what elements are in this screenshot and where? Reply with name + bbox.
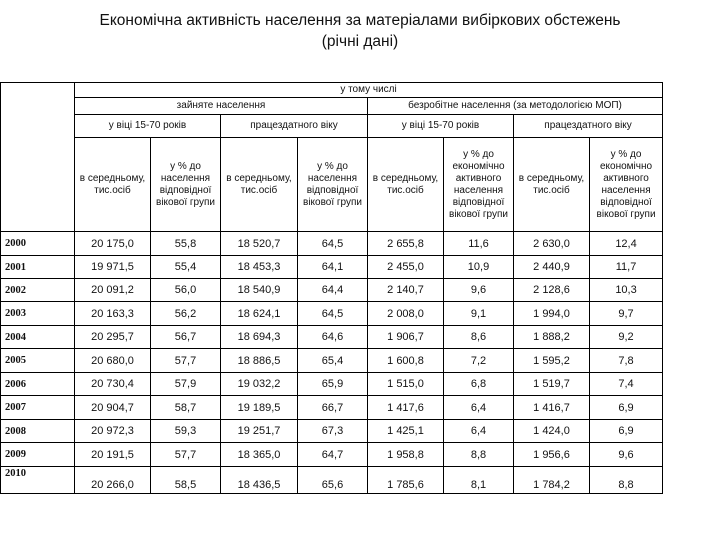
value-cell: 1 595,2 bbox=[514, 349, 590, 373]
value-cell: 1 515,0 bbox=[368, 373, 444, 396]
value-cell: 9,6 bbox=[444, 279, 514, 302]
value-cell: 64,6 bbox=[298, 326, 368, 349]
table-row bbox=[1, 443, 663, 467]
title-line-1: Економічна активність населення за матеріалами вибіркових обстежень bbox=[99, 12, 621, 29]
value-cell: 6,4 bbox=[444, 420, 514, 443]
value-cell: 9,1 bbox=[444, 302, 514, 326]
value-cell: 1 994,0 bbox=[514, 302, 590, 326]
value-cell: 8,8 bbox=[590, 467, 663, 494]
value-cell: 57,9 bbox=[151, 373, 221, 396]
value-cell: 1 888,2 bbox=[514, 326, 590, 349]
value-cell: 66,7 bbox=[298, 396, 368, 420]
value-cell: 6,9 bbox=[590, 396, 663, 420]
value-cell: 65,9 bbox=[298, 373, 368, 396]
header-avg-1: в середньому, тис.осіб bbox=[75, 138, 151, 232]
value-cell: 8,1 bbox=[444, 467, 514, 494]
value-cell: 2 140,7 bbox=[368, 279, 444, 302]
value-cell: 1 785,6 bbox=[368, 467, 444, 494]
value-cell: 6,8 bbox=[444, 373, 514, 396]
table-row bbox=[1, 420, 663, 443]
value-cell: 9,2 bbox=[590, 326, 663, 349]
value-cell: 20 266,0 bbox=[75, 467, 151, 494]
value-cell: 20 730,4 bbox=[75, 373, 151, 396]
value-cell: 2 440,9 bbox=[514, 256, 590, 279]
value-cell: 58,7 bbox=[151, 396, 221, 420]
table-row bbox=[1, 467, 663, 494]
value-cell: 6,4 bbox=[444, 396, 514, 420]
header-including: у тому числі bbox=[75, 83, 663, 98]
page-title bbox=[0, 10, 720, 52]
value-cell: 65,6 bbox=[298, 467, 368, 494]
value-cell: 12,4 bbox=[590, 232, 663, 256]
economic-activity-table bbox=[0, 82, 663, 494]
value-cell: 1 958,8 bbox=[368, 443, 444, 467]
value-cell: 64,7 bbox=[298, 443, 368, 467]
table-row bbox=[1, 349, 663, 373]
value-cell: 64,5 bbox=[298, 232, 368, 256]
header-unemployed: безробітне населення (за методологією МОП) bbox=[368, 98, 663, 115]
table-row bbox=[1, 256, 663, 279]
header-unemployed-working-age: працездатного віку bbox=[514, 115, 663, 138]
header-pct-active-1: у % до економічно активного населення відповідної вікової групи bbox=[444, 138, 514, 232]
value-cell: 18 453,3 bbox=[221, 256, 298, 279]
value-cell: 19 032,2 bbox=[221, 373, 298, 396]
value-cell: 7,2 bbox=[444, 349, 514, 373]
value-cell: 18 365,0 bbox=[221, 443, 298, 467]
value-cell: 56,2 bbox=[151, 302, 221, 326]
table-row bbox=[1, 279, 663, 302]
value-cell: 65,4 bbox=[298, 349, 368, 373]
value-cell: 18 624,1 bbox=[221, 302, 298, 326]
year-cell: 2004 bbox=[1, 326, 75, 349]
value-cell: 20 091,2 bbox=[75, 279, 151, 302]
table-row bbox=[1, 302, 663, 326]
year-cell: 2007 bbox=[1, 396, 75, 420]
header-avg-4: в середньому, тис.осіб bbox=[514, 138, 590, 232]
value-cell: 7,4 bbox=[590, 373, 663, 396]
value-cell: 56,7 bbox=[151, 326, 221, 349]
table-row bbox=[1, 396, 663, 420]
value-cell: 20 904,7 bbox=[75, 396, 151, 420]
value-cell: 1 416,7 bbox=[514, 396, 590, 420]
title-line-2: (річні дані) bbox=[321, 33, 399, 50]
year-cell: 2008 bbox=[1, 420, 75, 443]
header-pct-active-2: у % до економічно активного населення відповідної вікової групи bbox=[590, 138, 663, 232]
value-cell: 58,5 bbox=[151, 467, 221, 494]
value-cell: 2 655,8 bbox=[368, 232, 444, 256]
value-cell: 59,3 bbox=[151, 420, 221, 443]
value-cell: 1 784,2 bbox=[514, 467, 590, 494]
value-cell: 20 972,3 bbox=[75, 420, 151, 443]
header-avg-2: в середньому, тис.осіб bbox=[221, 138, 298, 232]
value-cell: 18 694,3 bbox=[221, 326, 298, 349]
header-pct-pop-2: у % до населення відповідної вікової групи bbox=[298, 138, 368, 232]
value-cell: 67,3 bbox=[298, 420, 368, 443]
table-row bbox=[1, 326, 663, 349]
value-cell: 1 424,0 bbox=[514, 420, 590, 443]
value-cell: 11,6 bbox=[444, 232, 514, 256]
value-cell: 8,6 bbox=[444, 326, 514, 349]
value-cell: 55,4 bbox=[151, 256, 221, 279]
header-pct-pop-1: у % до населення відповідної вікової групи bbox=[151, 138, 221, 232]
value-cell: 2 630,0 bbox=[514, 232, 590, 256]
value-cell: 10,9 bbox=[444, 256, 514, 279]
value-cell: 18 436,5 bbox=[221, 467, 298, 494]
value-cell: 11,7 bbox=[590, 256, 663, 279]
year-cell: 2005 bbox=[1, 349, 75, 373]
year-cell: 2000 bbox=[1, 232, 75, 256]
corner-cell bbox=[1, 83, 75, 232]
header-employed-working-age: працездатного віку bbox=[221, 115, 368, 138]
value-cell: 1 425,1 bbox=[368, 420, 444, 443]
value-cell: 1 956,6 bbox=[514, 443, 590, 467]
header-employed-age-15-70: у віці 15-70 років bbox=[75, 115, 221, 138]
year-cell: 2006 bbox=[1, 373, 75, 396]
value-cell: 19 251,7 bbox=[221, 420, 298, 443]
value-cell: 9,6 bbox=[590, 443, 663, 467]
value-cell: 1 906,7 bbox=[368, 326, 444, 349]
value-cell: 19 189,5 bbox=[221, 396, 298, 420]
value-cell: 64,1 bbox=[298, 256, 368, 279]
value-cell: 1 600,8 bbox=[368, 349, 444, 373]
year-cell: 2009 bbox=[1, 443, 75, 467]
value-cell: 6,9 bbox=[590, 420, 663, 443]
value-cell: 10,3 bbox=[590, 279, 663, 302]
value-cell: 1 519,7 bbox=[514, 373, 590, 396]
value-cell: 7,8 bbox=[590, 349, 663, 373]
header-avg-3: в середньому, тис.осіб bbox=[368, 138, 444, 232]
value-cell: 20 295,7 bbox=[75, 326, 151, 349]
value-cell: 55,8 bbox=[151, 232, 221, 256]
value-cell: 18 886,5 bbox=[221, 349, 298, 373]
value-cell: 20 680,0 bbox=[75, 349, 151, 373]
header-employed: зайняте населення bbox=[75, 98, 368, 115]
value-cell: 20 191,5 bbox=[75, 443, 151, 467]
table-row bbox=[1, 232, 663, 256]
value-cell: 1 417,6 bbox=[368, 396, 444, 420]
value-cell: 2 128,6 bbox=[514, 279, 590, 302]
value-cell: 64,4 bbox=[298, 279, 368, 302]
value-cell: 18 540,9 bbox=[221, 279, 298, 302]
value-cell: 2 008,0 bbox=[368, 302, 444, 326]
value-cell: 9,7 bbox=[590, 302, 663, 326]
value-cell: 20 175,0 bbox=[75, 232, 151, 256]
year-cell: 2001 bbox=[1, 256, 75, 279]
table-row bbox=[1, 373, 663, 396]
value-cell: 57,7 bbox=[151, 349, 221, 373]
value-cell: 19 971,5 bbox=[75, 256, 151, 279]
value-cell: 8,8 bbox=[444, 443, 514, 467]
value-cell: 56,0 bbox=[151, 279, 221, 302]
value-cell: 2 455,0 bbox=[368, 256, 444, 279]
value-cell: 64,5 bbox=[298, 302, 368, 326]
year-cell: 2002 bbox=[1, 279, 75, 302]
value-cell: 20 163,3 bbox=[75, 302, 151, 326]
value-cell: 57,7 bbox=[151, 443, 221, 467]
header-unemployed-age-15-70: у віці 15-70 років bbox=[368, 115, 514, 138]
year-cell: 2010 bbox=[1, 467, 75, 494]
year-cell: 2003 bbox=[1, 302, 75, 326]
value-cell: 18 520,7 bbox=[221, 232, 298, 256]
